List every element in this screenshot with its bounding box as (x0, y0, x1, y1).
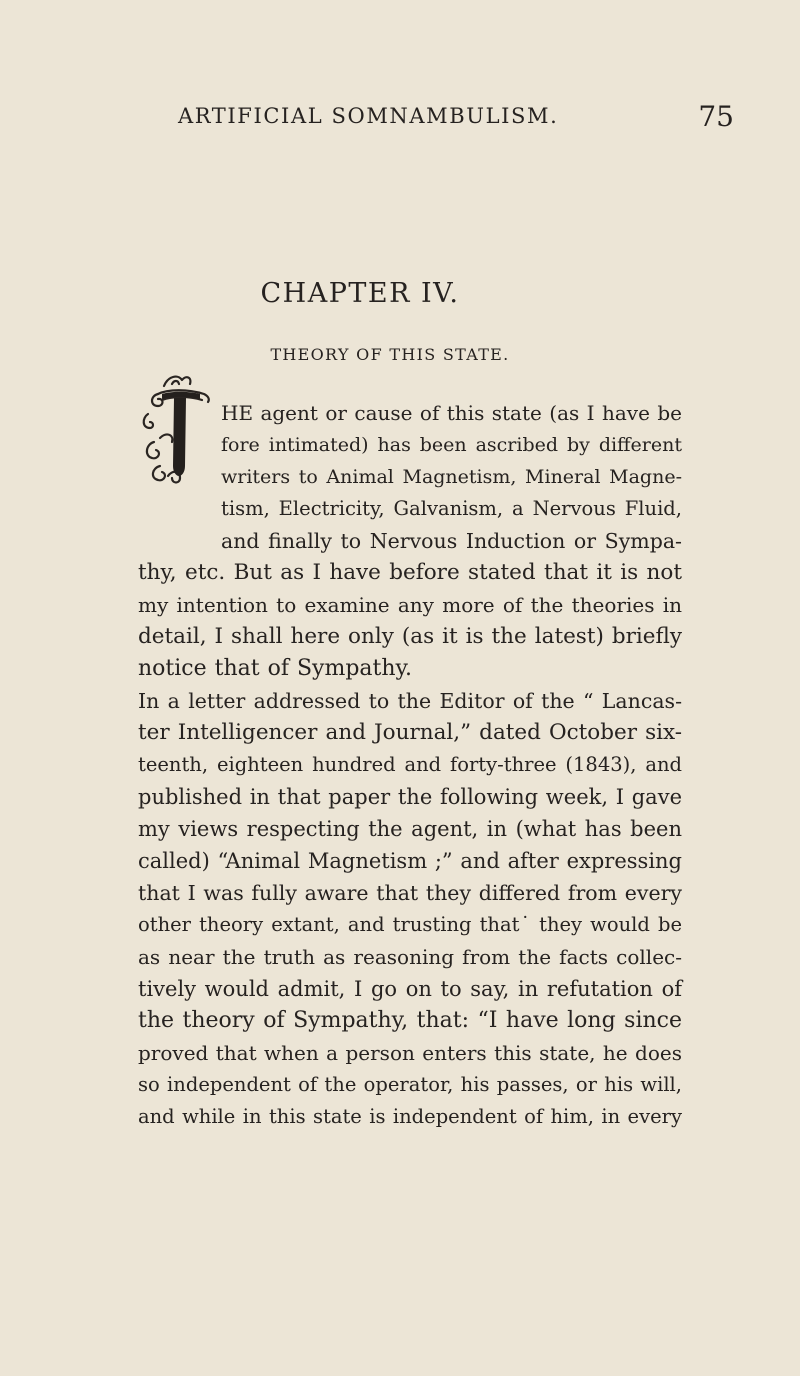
chapter-subtitle: THEORY OF THIS STATE. (270, 345, 510, 364)
body-line: detail, I shall here only (as it is the latest) briefly (138, 624, 682, 649)
chapter-title: CHAPTER IV. (260, 278, 460, 309)
body-line: thy, etc. But as I have before stated that it is not (138, 560, 682, 585)
body-line: notice that of Sympathy. (138, 656, 413, 681)
body-line: teenth, eighteen hundred and forty-three (1843), and (138, 753, 682, 776)
body-line: tively would admit, I go on to say, in refutation of (138, 977, 682, 1001)
body-line: HE agent or cause of this state (as I have be (221, 401, 682, 425)
page-number: 75 (698, 100, 734, 133)
body-line: proved that when a person enters this state, he does (138, 1041, 682, 1065)
body-line: my intention to examine any more of the theories in (138, 593, 682, 617)
body-line: and finally to Nervous Induction or Sympa- (221, 529, 682, 553)
body-line: published in that paper the following week, I gave (138, 785, 682, 809)
body-line: In a letter addressed to the Editor of the “ Lancas- (138, 689, 682, 713)
body-line: writers to Animal Magnetism, Mineral Magne- (221, 466, 682, 488)
body-line: that I was fully aware that they differed from every (138, 881, 682, 905)
body-line: my views respecting the agent, in (what has been (138, 817, 682, 841)
body-line: so independent of the operator, his passes, or his will, (138, 1073, 682, 1096)
body-line: ter Intelligencer and Journal,” dated October six- (138, 720, 682, 745)
body-line: as near the truth as reasoning from the facts collec- (138, 945, 682, 969)
body-line: the theory of Sympathy, that: “I have long since (138, 1008, 682, 1033)
body-line: and while in this state is independent of him, in every (138, 1105, 682, 1128)
body-line: called) “Animal Magnetism ;” and after expressing (138, 849, 682, 873)
running-title: ARTIFICIAL SOMNAMBULISM. (178, 104, 559, 128)
body-line: other theory extant, and trusting that˙ they would be (138, 913, 682, 936)
body-line: tism, Electricity, Galvanism, a Nervous Fluid, (221, 497, 682, 520)
body-line: fore intimated) has been ascribed by different (221, 434, 682, 456)
